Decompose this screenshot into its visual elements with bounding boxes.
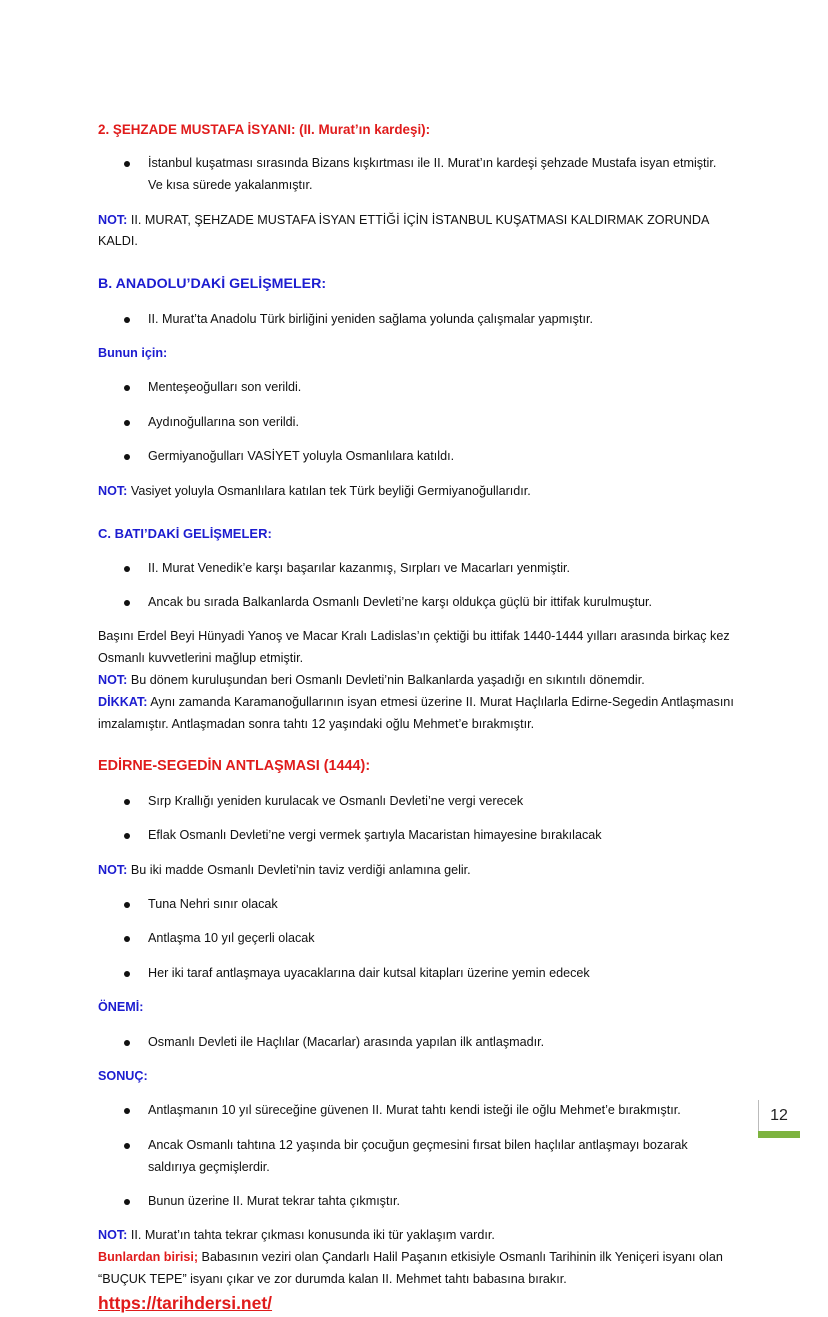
page-number: 12 bbox=[770, 1107, 788, 1124]
note-paragraph bbox=[98, 670, 738, 692]
list-item: II. Murat Venedik’e karşı başarılar kazanmış, Sırpları ve Macarları yenmiştir. bbox=[98, 558, 738, 580]
note-text: Bu dönem kuruluşundan beri Osmanlı Devleti’nin Balkanlarda yaşadığı en sıkıntılı dönemdir. bbox=[127, 673, 645, 688]
note-label: NOT: bbox=[98, 673, 128, 688]
birisi-text: Babasının veziri olan Çandarlı Halil Paşanın etkisiyle Osmanlı Tarihinin ilk Yeniçeri isyanı olan “BUÇUK TEPE” isyanı çıkar ve zor durumda kalan II. Mehmet tahtı babasına bırakır. bbox=[98, 1250, 723, 1286]
sonuc-label: SONUÇ: bbox=[98, 1068, 148, 1083]
list-item: Menteşeoğulları son verildi. bbox=[98, 377, 738, 399]
list-item: Antlaşmanın 10 yıl süreceğine güvenen II. Murat tahtı kendi isteği ile oğlu Mehmet’e bırakmıştır. bbox=[98, 1100, 688, 1122]
page-number-bar bbox=[758, 1131, 800, 1138]
note-label: NOT: bbox=[98, 483, 128, 498]
note-text: Bu iki madde Osmanlı Devleti'nin taviz verdiği anlamına gelir. bbox=[127, 862, 471, 877]
dikkat-paragraph bbox=[98, 692, 738, 736]
body-paragraph: Başını Erdel Beyi Hünyadi Yanoş ve Macar Kralı Ladislas’ın çektiği bu ittifak 1440-1444 yılları arasında birkaç kez Osmanlı kuvvetlerini mağlup etmiştir. bbox=[98, 629, 730, 666]
list-item: Ancak Osmanlı tahtına 12 yaşında bir çocuğun geçmesini fırsat bilen haçlılar antlaşmayı bozarak saldırıya geçmişlerdir. bbox=[98, 1135, 708, 1179]
list-item: Her iki taraf antlaşmaya uyacaklarına dair kutsal kitapları üzerine yemin edecek bbox=[98, 963, 738, 985]
birisi-label: Bunlardan birisi; bbox=[98, 1250, 199, 1265]
dikkat-label: DİKKAT: bbox=[98, 694, 148, 709]
website-link[interactable]: https://tarihdersi.net/ bbox=[98, 1292, 273, 1313]
list-item: Ancak bu sırada Balkanlarda Osmanlı Devleti’ne karşı oldukça güçlü bir ittifak kurulmuştur. bbox=[98, 592, 738, 614]
list-item: II. Murat’ta Anadolu Türk birliğini yeniden sağlama yolunda çalışmalar yapmıştır. bbox=[98, 309, 738, 331]
list-item: Sırp Krallığı yeniden kurulacak ve Osmanlı Devleti’ne vergi verecek bbox=[98, 791, 738, 813]
birisi-paragraph bbox=[98, 1247, 738, 1291]
sub-label-bunun-icin: Bunun için: bbox=[98, 345, 168, 360]
note-label: NOT: bbox=[98, 862, 128, 877]
note-paragraph bbox=[98, 1225, 738, 1247]
onemi-label: ÖNEMİ: bbox=[98, 1000, 144, 1015]
note-label: NOT: bbox=[98, 212, 128, 227]
section-title-sehzade-mustafa: 2. ŞEHZADE MUSTAFA İSYANI: (II. Murat’ın kardeşi): bbox=[98, 122, 431, 137]
list-item: Osmanlı Devleti ile Haçlılar (Macarlar) arasında yapılan ilk antlaşmadır. bbox=[98, 1032, 738, 1054]
note-text: Vasiyet yoluyla Osmanlılara katılan tek Türk beyliği Germiyanoğullarıdır. bbox=[127, 483, 531, 498]
note-text: II. MURAT, ŞEHZADE MUSTAFA İSYAN ETTİĞİ İÇİN İSTANBUL KUŞATMASI KALDIRMAK ZORUNDA KALDI. bbox=[98, 212, 709, 249]
section-title-bati: C. BATI’DAKİ GELİŞMELER: bbox=[98, 526, 272, 542]
list-item: Eflak Osmanlı Devleti’ne vergi vermek şartıyla Macaristan himayesine bırakılacak bbox=[98, 825, 738, 847]
list-item: Tuna Nehri sınır olacak bbox=[98, 894, 738, 916]
page-content bbox=[98, 119, 738, 1317]
note-paragraph bbox=[98, 210, 738, 254]
note-paragraph bbox=[98, 481, 738, 503]
list-item: Germiyanoğulları VASİYET yoluyla Osmanlılara katıldı. bbox=[98, 446, 738, 468]
note-text: II. Murat’ın tahta tekrar çıkması konusunda iki tür yaklaşım vardır. bbox=[127, 1228, 495, 1243]
list-item: Bunun üzerine II. Murat tekrar tahta çıkmıştır. bbox=[98, 1191, 738, 1213]
list-item: İstanbul kuşatması sırasında Bizans kışkırtması ile II. Murat’ın kardeşi şehzade Mustafa isyan etmiştir. Ve kısa sürede yakalanmıştır. bbox=[98, 153, 718, 197]
note-label: NOT: bbox=[98, 1228, 128, 1243]
section-title-anadolu: B. ANADOLU’DAKİ GELİŞMELER: bbox=[98, 276, 327, 293]
dikkat-text: Aynı zamanda Karamanoğullarının isyan etmesi üzerine II. Murat Haçlılarla Edirne-Segedin Antlaşmasını imzalamıştır. Antlaşmadan sonra tahtı 12 yaşındaki oğlu Mehmet’e bırakmıştır. bbox=[98, 694, 734, 731]
list-item: Aydınoğullarına son verildi. bbox=[98, 412, 738, 434]
section-title-edirne-segedin: EDİRNE-SEGEDİN ANTLAŞMASI (1444): bbox=[98, 758, 371, 775]
list-item: Antlaşma 10 yıl geçerli olacak bbox=[98, 928, 738, 950]
note-paragraph bbox=[98, 860, 738, 882]
